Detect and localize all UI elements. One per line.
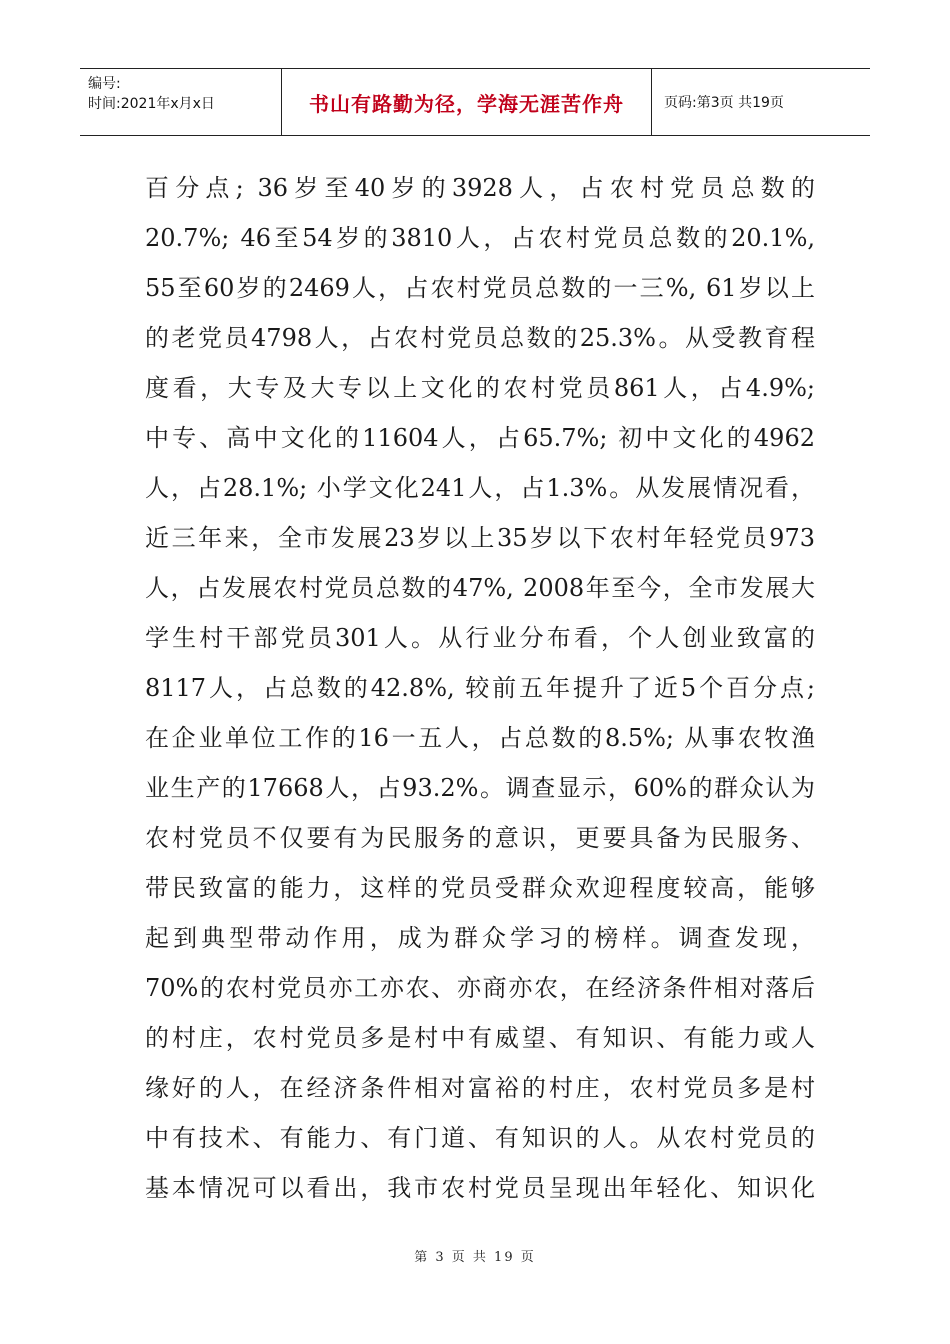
body-line: 缘好的人，在经济条件相对富裕的村庄，农村党员多是村 (145, 1074, 815, 1102)
body-line: 的老党员4798人，占农村党员总数的25.3%。从受教育程 (145, 324, 815, 352)
body-line: 起到典型带动作用，成为群众学习的榜样。调查发现， (145, 924, 815, 952)
body-line: 百分点; 36岁至40岁的3928人，占农村党员总数的 (145, 174, 815, 202)
document-time-label: 时间:2021年x月x日 (88, 96, 215, 112)
body-line: 70%的农村党员亦工亦农、亦商亦农，在经济条件相对落后 (145, 974, 815, 1002)
body-line: 人，占28.1%; 小学文化241人，占1.3%。从发展情况看， (145, 474, 815, 502)
body-line: 中专、高中文化的11604人，占65.7%; 初中文化的4962 (145, 424, 815, 452)
header-page-number: 页码:第3页 共19页 (664, 95, 784, 111)
header-meta (80, 69, 282, 135)
page-footer: 第 3 页 共 19 页 (414, 1250, 536, 1265)
document-body (145, 163, 815, 1213)
page-header (80, 68, 870, 136)
body-line: 55至60岁的2469人，占农村党员总数的一三%, 61岁以上 (145, 274, 815, 302)
body-line: 8117人，占总数的42.8%, 较前五年提升了近5个百分点; (145, 674, 815, 702)
body-line: 的村庄，农村党员多是村中有威望、有知识、有能力或人 (145, 1024, 815, 1052)
body-line: 学生村干部党员301人。从行业分布看，个人创业致富的 (145, 624, 815, 652)
body-line: 在企业单位工作的16一五人，占总数的8.5%; 从事农牧渔 (145, 724, 815, 752)
body-line: 中有技术、有能力、有门道、有知识的人。从农村党员的 (145, 1124, 815, 1152)
body-line: 农村党员不仅要有为民服务的意识，更要具备为民服务、 (145, 824, 815, 852)
body-line: 度看，大专及大专以上文化的农村党员861人，占4.9%; (145, 374, 815, 402)
header-motto: 书山有路勤为径，学海无涯苦作舟 (282, 69, 652, 135)
document-number-label: 编号: (88, 76, 121, 92)
body-line: 人，占发展农村党员总数的47%, 2008年至今，全市发展大 (145, 574, 815, 602)
body-line: 基本情况可以看出，我市农村党员呈现出年轻化、知识化 (145, 1174, 815, 1202)
body-line: 业生产的17668人，占93.2%。调查显示，60%的群众认为 (145, 774, 815, 802)
body-line: 近三年来，全市发展23岁以上35岁以下农村年轻党员973 (145, 524, 815, 552)
body-line: 20.7%; 46至54岁的3810人，占农村党员总数的20.1%, (145, 224, 815, 252)
body-line: 带民致富的能力，这样的党员受群众欢迎程度较高，能够 (145, 874, 815, 902)
